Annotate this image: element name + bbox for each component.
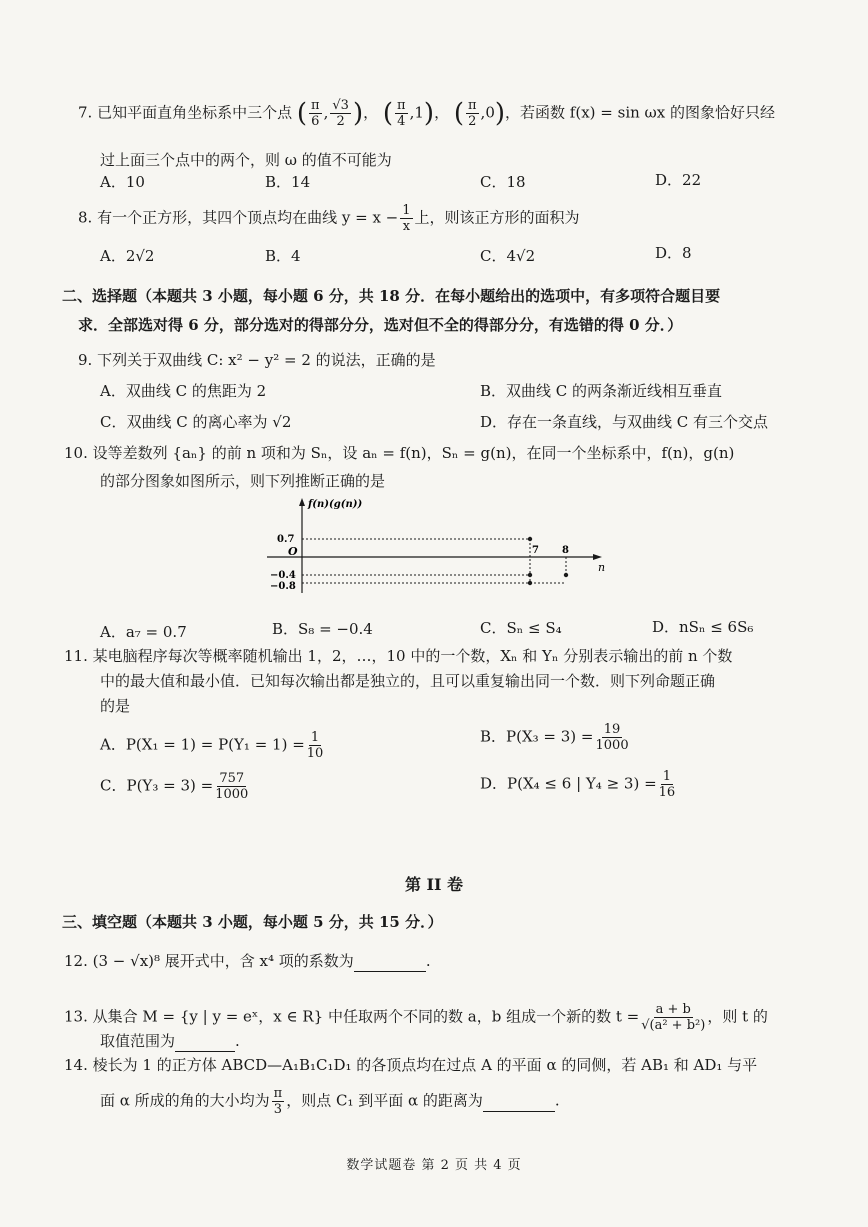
section2-heading-line2: 求．全部选对得 6 分，部分选对的得部分分，选对但不全的得部分分，有选错的得 0 分．） [78,316,683,334]
q10-option-c: C．Sₙ ≤ S₄ [480,619,562,637]
q10-graph-xlabel: n [598,561,606,574]
q10-graph [262,495,612,595]
q11-option-c: C．P(Y₃ = 3) = $\frac{757}{1000}$ [100,771,249,802]
q10-point-g7 [528,573,532,577]
q7-line1: 7. 已知平面直角坐标系中三个点 ( $\frac{\pi}{6}$ , $\frac{√3}{2}$ )， ( $\frac{\pi}{4}$ ,1)， ( $\frac{\pi}{2}$ ,0)，若函数 f(x) = sin ωx 的图象恰好只经 [78,98,776,129]
q11-option-a: A．P(X₁ = 1) = P(Y₁ = 1) = $\frac{1}{10}$ [100,730,324,761]
part2-title: 第 II 卷 [404,875,464,894]
q12-number: 12. [64,952,88,970]
q8-stem-b: 上，则该正方形的面积为 [414,208,580,227]
q9-option-c: C．双曲线 C 的离心率为 √2 [100,413,292,431]
q7-option-c: C．18 [480,173,526,191]
q14-line1: 14. 棱长为 1 的正方体 ABCD—A₁B₁C₁D₁ 的各顶点均在过点 A 的平面 α 的同侧，若 AB₁ 和 AD₁ 与平 [64,1056,758,1074]
q10-graph-origin: O [288,545,298,558]
q9-option-d: D．存在一条直线，与双曲线 C 有三个交点 [480,413,769,431]
q10-line2: 的部分图象如图所示，则下列推断正确的是 [100,472,386,490]
q8-option-b: B．4 [265,247,301,265]
q13-fraction: $\frac{a + b}{\text{√(a² + b²)}}$ [641,1002,706,1033]
q7-stem-c: 过上面三个点中的两个，则 ω 的值不可能为 [100,151,392,169]
q11-option-d: D．P(X₄ ≤ 6 | Y₄ ≥ 3) = $\frac{1}{16}$ [480,769,676,800]
q10-graph-xtick-8: 8 [562,545,569,556]
q7-p1-y: $\frac{√3}{2}$ [332,98,349,129]
q10-point-f8 [528,581,532,585]
q9-number: 9. [78,351,93,369]
q13-answer-blank[interactable] [175,1031,235,1052]
q10-option-b: B．S₈ = −0.4 [272,620,373,638]
page-footer: 数学试题卷 第 2 页 共 4 页 [346,1158,522,1173]
q7-p1-x: $\frac{\pi}{6}$ [311,98,320,129]
section3-heading: 三、填空题（本题共 3 小题，每小题 5 分，共 15 分．） [62,913,443,931]
q10-point-g8 [564,573,568,577]
q8-option-c: C．4√2 [480,247,536,265]
q12-answer-blank[interactable] [354,951,426,972]
q9-option-a: A．双曲线 C 的焦距为 2 [100,382,267,400]
q7-option-d: D．22 [655,171,702,189]
q10-graph-ytick-07: 0.7 [277,534,295,545]
section2-heading-line1: 二、选择题（本题共 3 小题，每小题 6 分，共 18 分．在每小题给出的选项中，有多项符合题目要 [62,287,721,305]
q10-option-d: D．nSₙ ≤ 6S₆ [652,618,754,636]
q13-number: 13. [64,1007,88,1026]
q8-fraction: $\frac{1}{x}$ [402,203,411,234]
q8-line1 [78,203,580,234]
q14-number: 14. [64,1056,88,1074]
q14-answer-blank[interactable] [483,1091,555,1112]
q11-line1: 11. 某电脑程序每次等概率随机输出 1，2，…，10 中的一个数，Xₙ 和 Yₙ 分别表示输出的前 n 个数 [64,647,733,665]
q8-option-d: D．8 [655,244,692,262]
q10-graph-ytick-n08: −0.8 [270,581,296,592]
q9-stem: 9. 下列关于双曲线 C: x² − y² = 2 的说法，正确的是 [78,351,436,369]
q7-option-b: B．14 [265,173,311,191]
q10-point-f7 [528,537,532,541]
q7-stem-b: ，若函数 f(x) = sin ωx 的图象恰好只经 [505,103,776,122]
q11-line3: 的是 [100,697,131,715]
q11-number: 11. [64,647,88,665]
q8-option-a: A．2√2 [100,247,155,265]
q10-number: 10. [64,444,88,462]
q14-line2: 面 α 所成的角的大小均为 $\frac{\pi}{3}$ ，则点 C₁ 到平面 α 的距离为 . [100,1086,560,1117]
q10-graph-ytick-n04: −0.4 [270,570,296,581]
q10-line1: 10. 设等差数列 {aₙ} 的前 n 项和为 Sₙ，设 aₙ = f(n)，Sₙ = g(n)，在同一个坐标系中，f(n)，g(n) [64,444,735,462]
q7-p2-x: $\frac{\pi}{4}$ [397,98,406,129]
q11-option-b: B．P(X₃ = 3) = $\frac{19}{1000}$ [480,722,629,753]
q14-fraction: $\frac{\pi}{3}$ [273,1086,283,1117]
q10-graph-ylabel: f(n)(g(n)) [308,499,363,510]
q7-p3-x: $\frac{\pi}{2}$ [468,98,477,129]
q8-number: 8. [78,208,93,227]
q7-option-a: A．10 [100,173,145,191]
q13-line2: 取值范围为 . [100,1032,240,1050]
q7-stem-a: 已知平面直角坐标系中三个点 [97,103,293,122]
q12-line: 12. (3 − √x)⁸ 展开式中，含 x⁴ 项的系数为 . [64,952,431,970]
q11-line2: 中的最大值和最小值．已知每次输出都是独立的，且可以重复输出同一个数．则下列命题正确 [100,672,716,690]
q13-line1: 13. 从集合 M = {y | y = eˣ，x ∈ R} 中任取两个不同的数 a，b 组成一个新的数 t = $\frac{a + b}{\text{√(a² + b²)}}$ ，则 t 的 [64,1002,768,1033]
q10-option-a: A．a₇ = 0.7 [100,623,187,641]
q7-number: 7. [78,103,93,122]
q8-stem-a: 有一个正方形，其四个顶点均在曲线 y = x − [97,208,399,227]
q10-graph-xtick-7: 7 [532,545,539,556]
q9-option-b: B．双曲线 C 的两条渐近线相互垂直 [480,382,723,400]
